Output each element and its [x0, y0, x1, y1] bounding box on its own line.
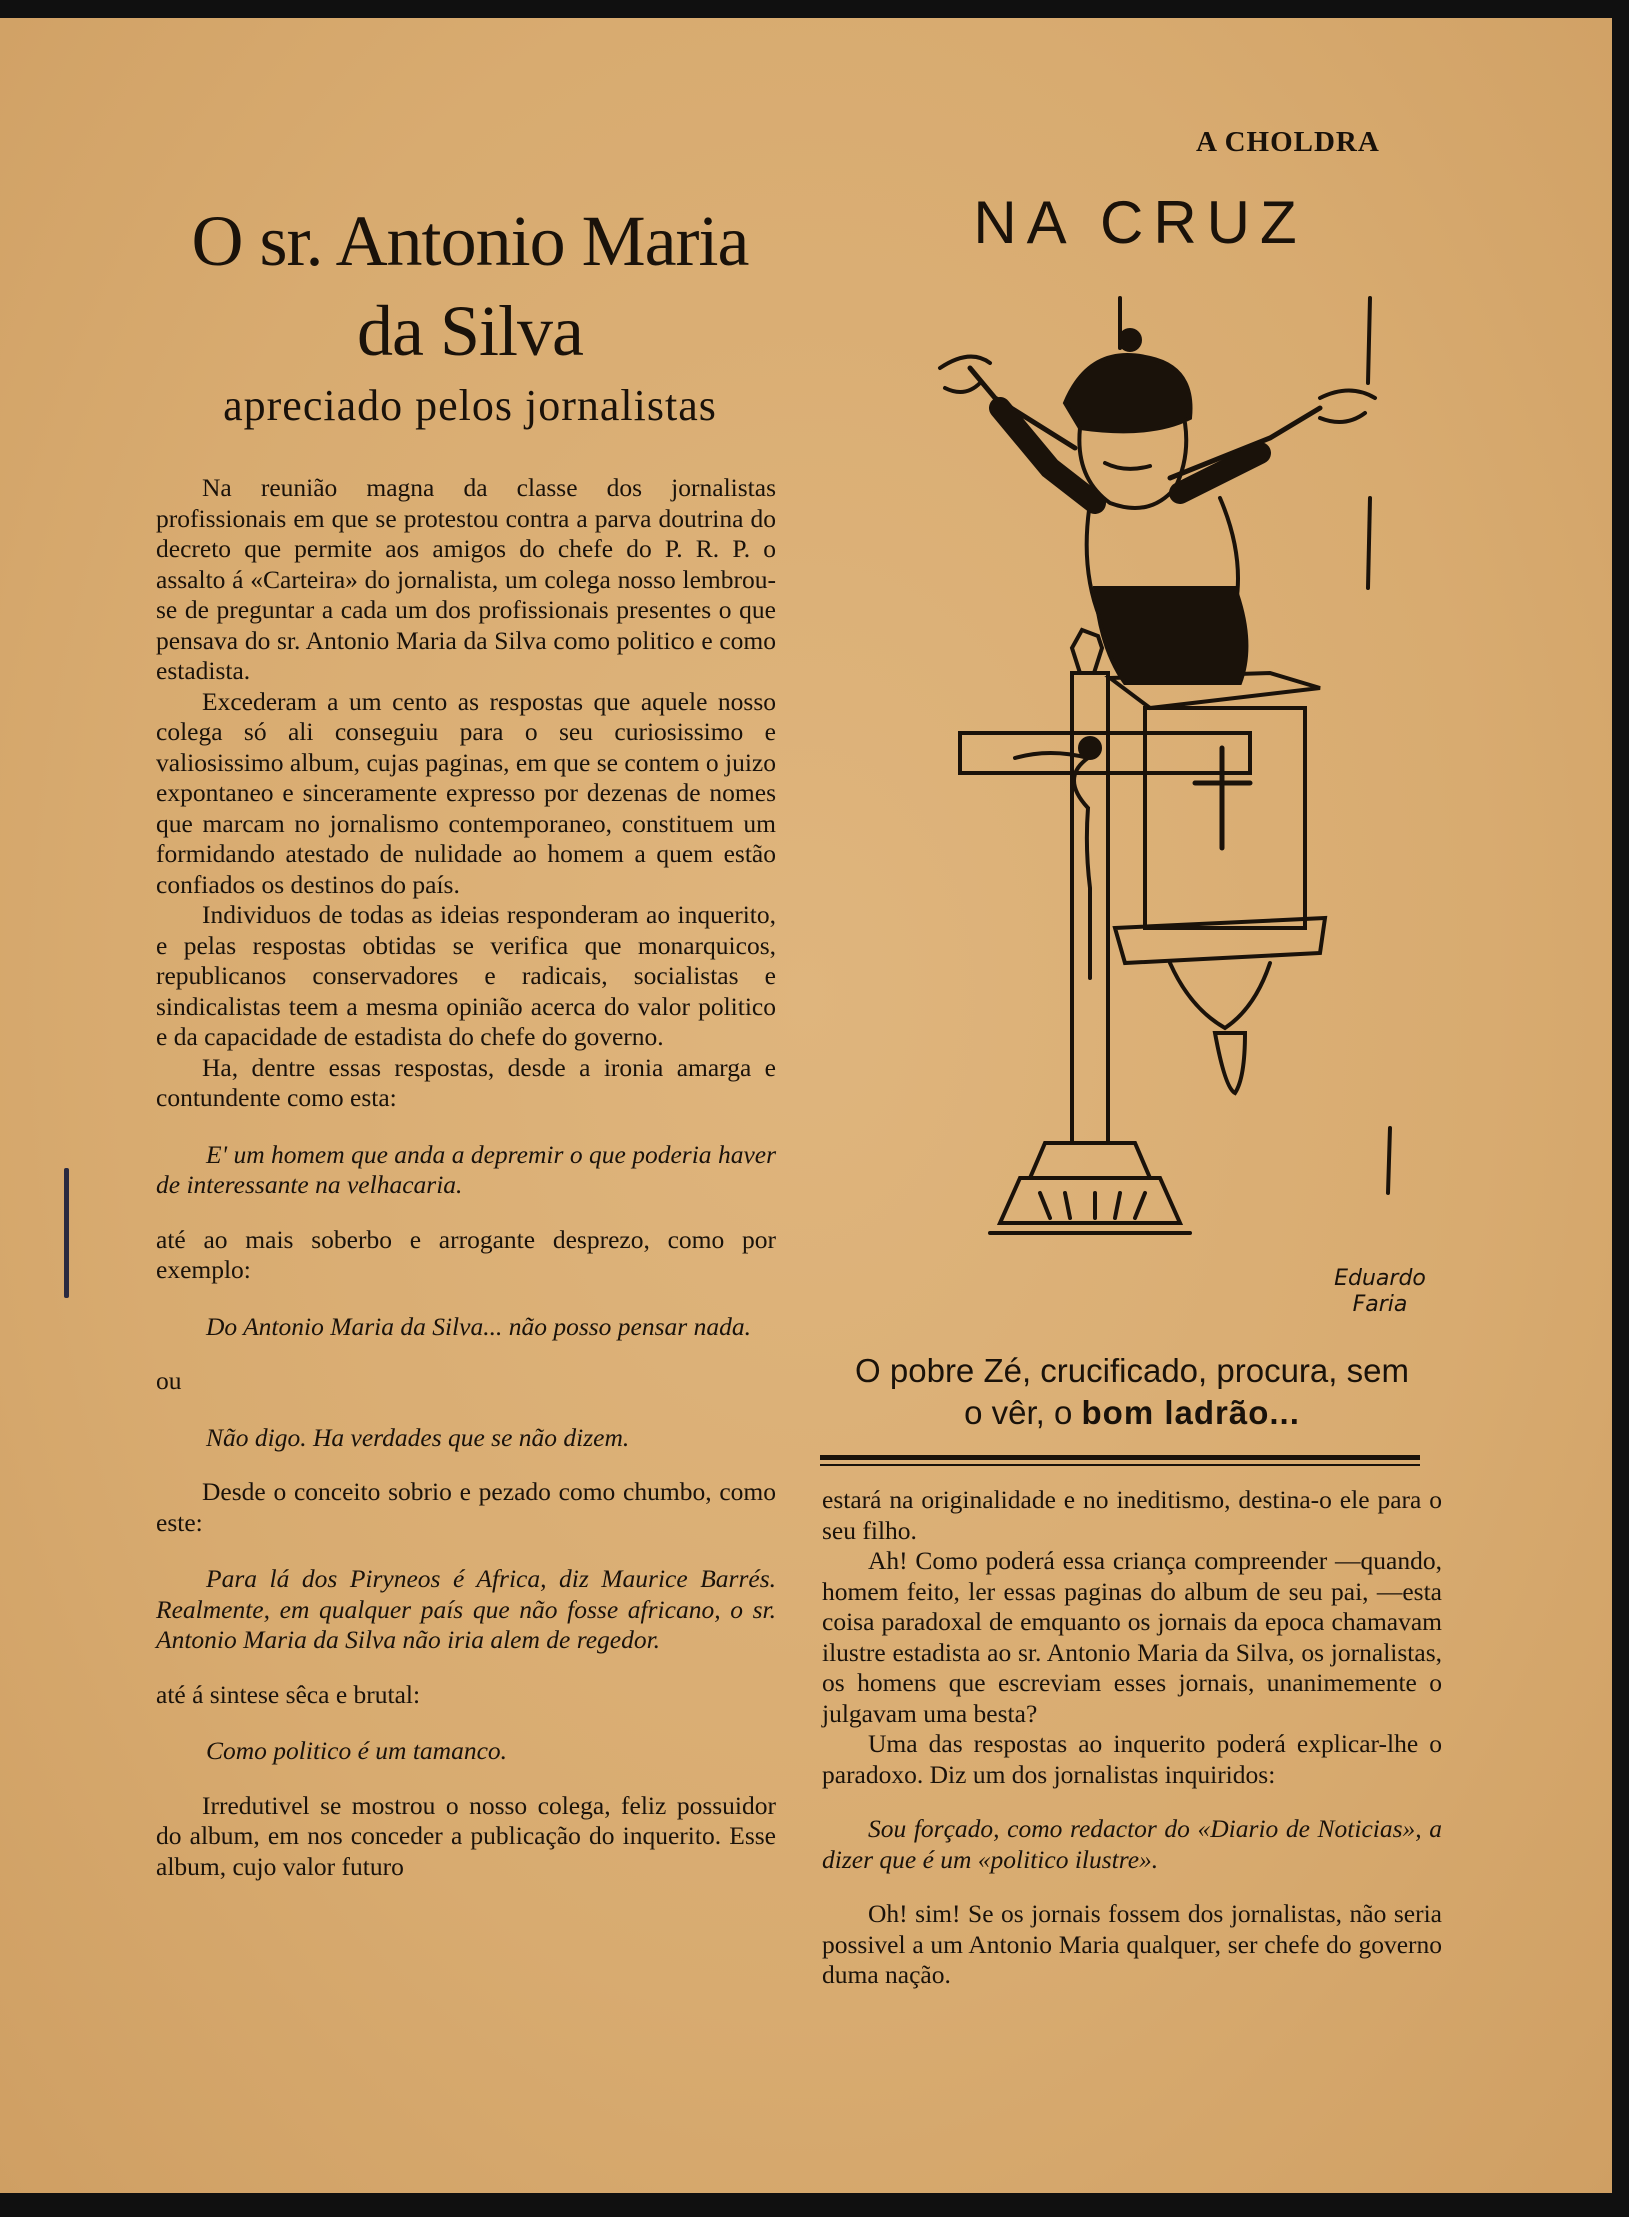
- cartoon-illustration: [850, 288, 1450, 1338]
- title-line-2: da Silva: [357, 291, 583, 371]
- caption-line-1: O pobre Zé, crucificado, procura, sem: [855, 1352, 1409, 1389]
- signature-line-2: Faria: [1352, 1292, 1408, 1317]
- caption-line-2: [812, 1392, 1452, 1434]
- binding-thread: [64, 1168, 69, 1298]
- caption-bold: bom ladrão...: [1081, 1394, 1300, 1431]
- quote: Como politico é um tamanco.: [206, 1736, 508, 1765]
- quote: E' um homem que anda a depremir o que poderia haver de interessante na velhacaria.: [156, 1139, 776, 1199]
- artist-signature: [1310, 1266, 1450, 1318]
- paragraph: Oh! sim! Se os jornais fossem dos jornalistas, não seria possivel a um Antonio Maria qualquer, ser chefe do governo duma nação.: [822, 1899, 1442, 1989]
- title-line-1: O sr. Antonio Maria: [191, 201, 749, 281]
- caption-text: o vêr, o: [964, 1394, 1082, 1431]
- paragraph: Excederam a um cento as respostas que aquele nosso colega só ali conseguiu para o seu curiosissimo e valiosissimo album, cujas paginas, em que se contem o juizo expontaneo e sinceramente expresso por dezenas de nomes que marcam no jornalismo contemporaneo, constituem um formidando atestado de nulidade ao homem a quem estão confiados os destinos do país.: [156, 686, 776, 899]
- paragraph: Individuos de todas as ideias responderam ao inquerito, e pelas respostas obtidas se verifica que monarquicos, republicanos conservadores e radicais, socialistas e sindicalistas teem a mesma opinião acerca do valor politico e da capacidade de estadista do chefe do governo.: [156, 900, 776, 1051]
- paragraph: até ao mais soberbo e arrogante desprezo, como por exemplo:: [156, 1224, 776, 1284]
- paragraph: Na reunião magna da classe dos jornalistas profissionais em que se protestou contra a parva doutrina do decreto que permite aos amigos do chefe do P. R. P. o assalto á «Carteira» do jornalista, um colega nosso lembrou-se de preguntar a cada um dos profissionais presentes o que pensava do sr. Antonio Maria da Silva como politico e como estadista.: [156, 473, 776, 685]
- page: [0, 18, 1612, 2193]
- article-title: [150, 196, 790, 376]
- article-subtitle: apreciado pelos jornalistas: [223, 381, 717, 430]
- paragraph: Desde o conceito sobrio e pezado como chumbo, como este:: [156, 1477, 776, 1537]
- running-head: A CHOLDRA: [1196, 126, 1380, 158]
- cartoon-caption: [812, 1350, 1452, 1434]
- quote: Para lá dos Pirynеos é Africa, diz Maurice Barrés. Realmente, em qualquer país que não fosse africano, o sr. Antonio Maria da Silva não iria alem de regedor.: [156, 1564, 776, 1654]
- paragraph: Irredutivel se mostrou o nosso colega, feliz possuidor do album, em nos conceder a publicação do inquerito. Esse album, cujo valor futuro: [156, 1790, 776, 1881]
- right-column: [822, 1485, 1442, 1991]
- left-column: [156, 473, 776, 1882]
- quote: Não digo. Ha verdades que se não dizem.: [206, 1422, 630, 1452]
- quote: Sou forçado, como redactor do «Diario de Noticias», a dizer que é um «politico ilustre».: [822, 1814, 1442, 1874]
- paragraph: estará na originalidade e no ineditismo, destina-o ele para o seu filho.: [822, 1485, 1442, 1545]
- cartoon-title: NA CRUZ: [973, 189, 1307, 256]
- paragraph: ou: [156, 1366, 182, 1395]
- divider-rule: [820, 1455, 1420, 1460]
- signature-line-1: Eduardo: [1334, 1266, 1426, 1291]
- paragraph: Uma das respostas ao inquerito poderá explicar-lhe o paradoxo. Diz um dos jornalistas inquiridos:: [822, 1729, 1442, 1789]
- quote: Do Antonio Maria da Silva... não posso pensar nada.: [206, 1311, 751, 1341]
- paragraph: Ah! Como poderá essa criança compreender —quando, homem feito, ler essas paginas do album de seu pai, —esta coisa paradoxal de emquanto os jornais da epoca chamavam ilustre estadista ao sr. Antonio Maria da Silva, os jornalistas, os homens que escreviam esses jornais, unanimemente o julgavam uma besta?: [822, 1546, 1442, 1728]
- paragraph: até á sintese sêca e brutal:: [156, 1679, 421, 1709]
- paragraph: Ha, dentre essas respostas, desde a ironia amarga e contundente como esta:: [156, 1052, 776, 1112]
- divider-rule: [820, 1464, 1420, 1466]
